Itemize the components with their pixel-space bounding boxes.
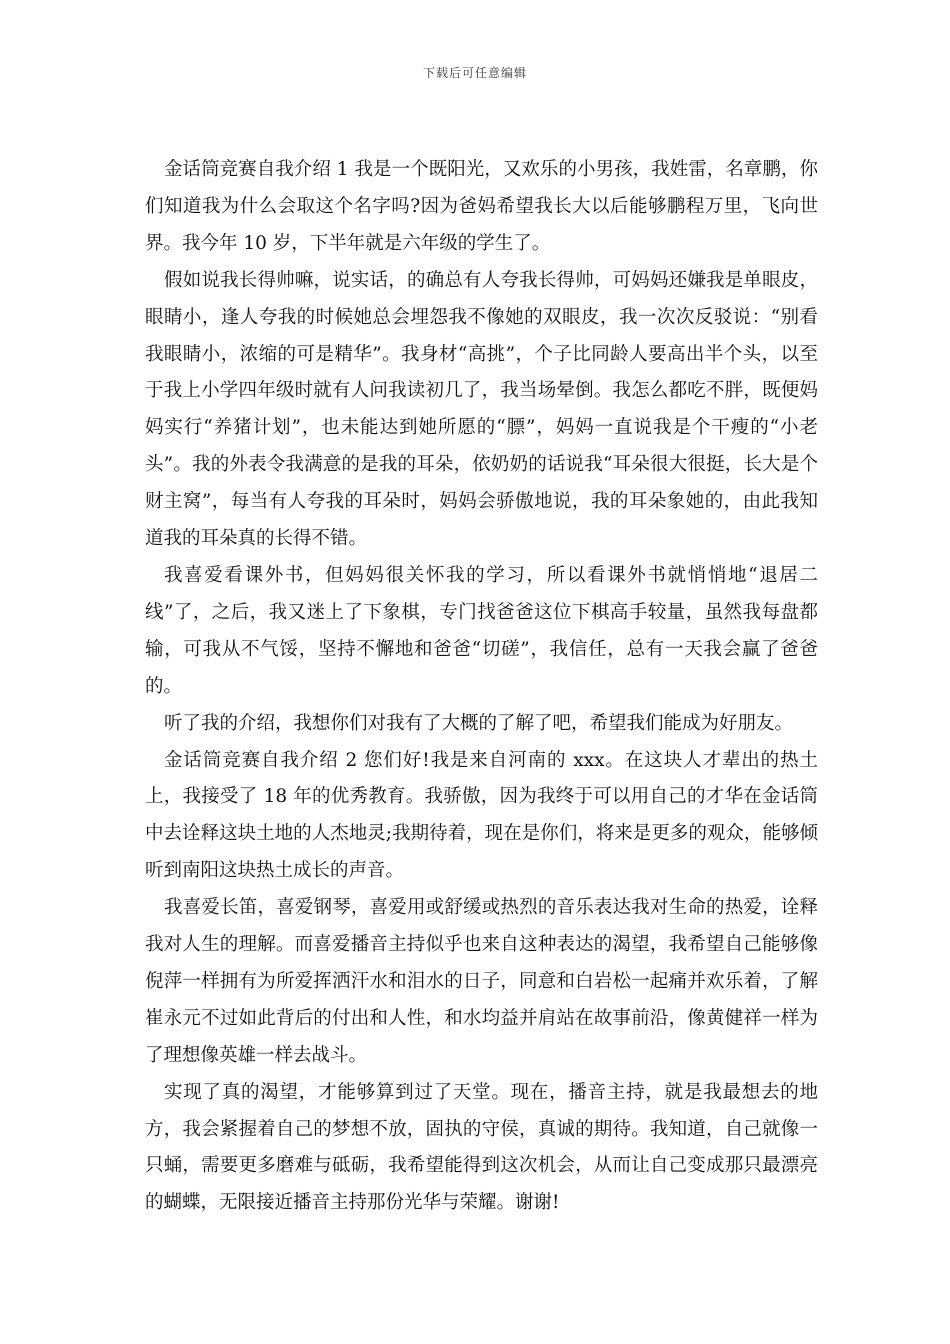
paragraph: 假如说我长得帅嘛，说实话，的确总有人夸我长得帅，可妈妈还嫌我是单眼皮，眼睛小，逢人夸我的时候她总会埋怨我不像她的双眼皮，我一次次反驳说：“别看我眼睛小，浓缩的可是精华”。我身材“高挑”，个子比同龄人要高出半个头，以至于我上小学四年级时就有人问我读初几了，我当场晕倒。我怎么都吃不胖，既便妈妈实行“养猪计划”，也未能达到她所愿的“膘”，妈妈一直说我是个干瘦的“小老头”。我的外表令我满意的是我的耳朵，依奶奶的话说我“耳朵很大很挺，长大是个财主窝”，每当有人夸我的耳朵时，妈妈会骄傲地说，我的耳朵象她的，由此我知道我的耳朵真的长得不错。 bbox=[145, 269, 818, 550]
paragraph: 金话筒竞赛自我介绍 1 我是一个既阳光，又欢乐的小男孩，我姓雷，名章鹏，你们知道我为什么会取这个名字吗?因为爸妈希望我长大以后能够鹏程万里，飞向世界。我今年 10 岁，下半年就是六年级的学生了。 bbox=[145, 159, 818, 254]
paragraph: 金话筒竞赛自我介绍 2 您们好!我是来自河南的 xxx。在这块人才辈出的热土上，我接受了 18 年的优秀教育。我骄傲，因为我终于可以用自己的才华在金话筒中去诠释这块土地的人杰地灵;我期待着，现在是你们，将来是更多的观众，能够倾听到南阳这块热土成长的声音。 bbox=[145, 749, 818, 882]
paragraph: 我喜爱看课外书，但妈妈很关怀我的学习，所以看课外书就悄悄地“退居二线”了，之后，我又迷上了下象棋，专门找爸爸这位下棋高手较量，虽然我每盘都输，可我从不气馁，坚持不懈地和爸爸“切磋”，我信任，总有一天我会赢了爸爸的。 bbox=[145, 564, 818, 697]
paragraph: 实现了真的渴望，才能够算到过了天堂。现在，播音主持，就是我最想去的地方，我会紧握着自己的梦想不放，固执的守侯，真诚的期待。我知道，自己就像一只蛹，需要更多磨难与砥砺，我希望能得到这次机会，从而让自己变成那只最漂亮的蝴蝶，无限接近播音主持那份光华与荣耀。谢谢! bbox=[145, 1081, 818, 1214]
page-header: 下载后可任意编辑 bbox=[422, 66, 527, 80]
paragraph: 听了我的介绍，我想你们对我有了大概的了解了吧，希望我们能成为好朋友。 bbox=[164, 712, 794, 734]
article-body bbox=[145, 152, 818, 1222]
paragraph: 我喜爱长笛，喜爱钢琴，喜爱用或舒缓或热烈的音乐表达我对生命的热爱，诠释我对人生的理解。而喜爱播音主持似乎也来自这种表达的渴望，我希望自己能够像倪萍一样拥有为所爱挥洒汗水和泪水的日子，同意和白岩松一起痛并欢乐着，了解崔永元不过如此背后的付出和人性，和水均益并肩站在故事前沿，像黄健祥一样为了理想像英雄一样去战斗。 bbox=[145, 897, 818, 1066]
